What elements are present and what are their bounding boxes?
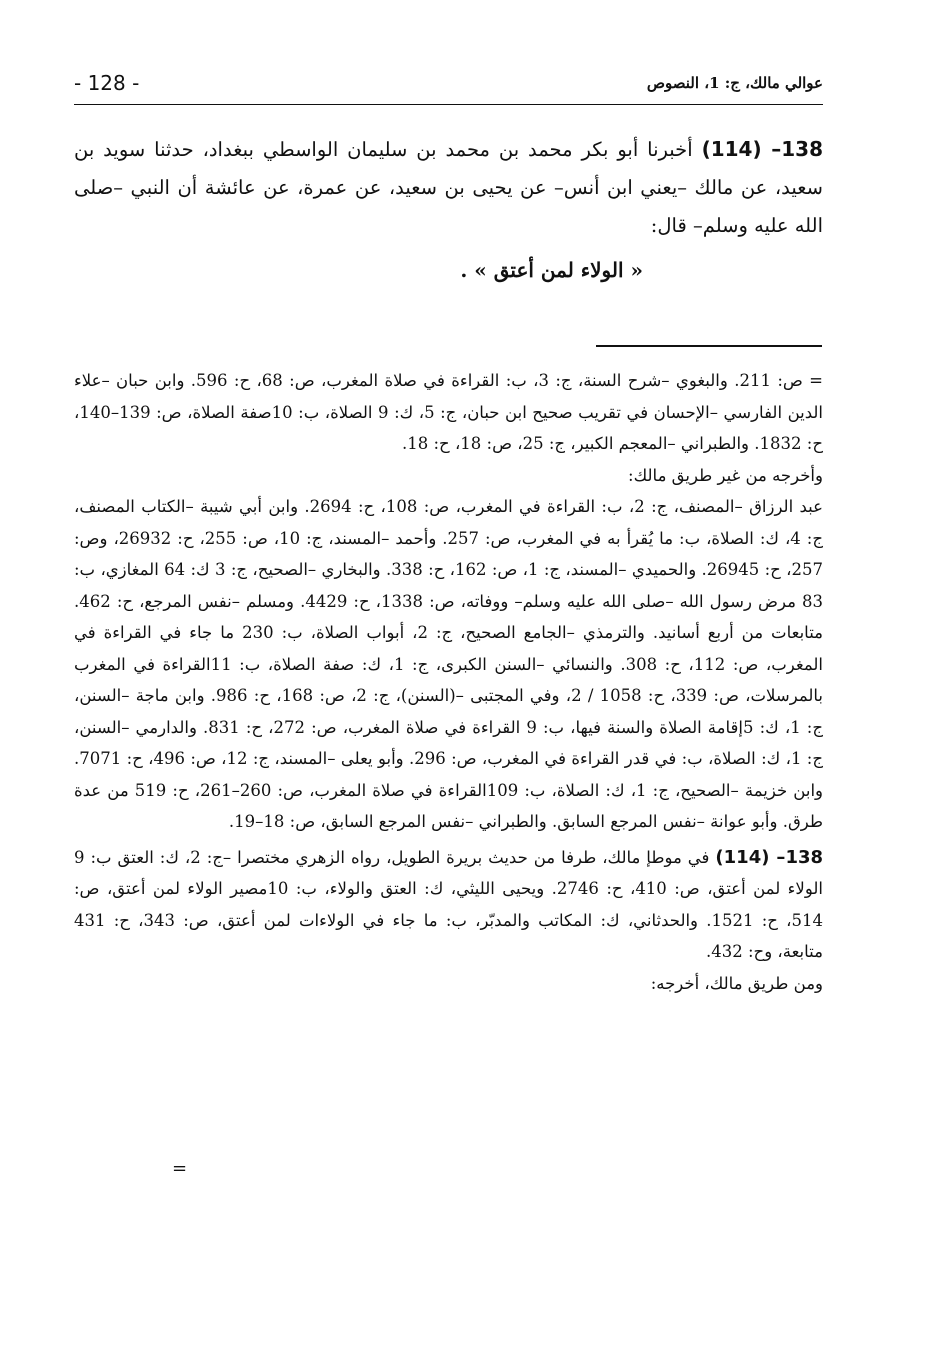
footnote-138-text: في موطإ مالك، طرفا من حديث بريرة الطويل، رواه الزهري مختصرا –ج: 2، ك: العتق ب: 9 الولاء لمن أعتق، ص: 410، ح: 2746. ويحيى الليثي، ك: العتق والولاء، ب: 10مصير الولاء لمن أعتق، ص: 514، ح: 1521. والحدثاني، ك: المكاتب والمدبّر، ب: ما جاء في الولاءات لمن أعتق، ص: 343، ح: 431 متابعة، وح: 432.: [74, 847, 823, 961]
footnotes: [74, 365, 823, 999]
footnote-continuation: = ص: 211. والبغوي –شرح السنة، ج: 3، ب: القراءة في صلاة المغرب، ص: 68، ح: 596. وابن حبان –علاء الدين الفارسي –الإحسان في تقريب صحيح ابن حبان، ج: 5، ك: 9 الصلاة، ب: 10صفة الصلاة، ص: 139–140، ح: 1832. والطبراني –المعجم الكبير، ج: 25، ص: 18، ح: 18.: [74, 371, 824, 453]
page-number: - 128 -: [74, 71, 140, 95]
hadith-number: 138– (114): [701, 137, 824, 161]
hadith-isnad: أخبرنا أبو بكر محمد بن محمد بن سليمان الواسطي ببغداد، حدثنا سويد بن سعيد، عن مالك –يعني ابن أنس– عن يحيى بن سعيد، عن عمرة، عن عائشة أن النبي –صلى الله عليه وسلم– قال:: [74, 138, 823, 237]
hadith-text: [74, 130, 823, 289]
header-rule: [74, 104, 823, 105]
other-routes-text: عبد الرزاق –المصنف، ج: 2، ب: القراءة في المغرب، ص: 108، ح: 2694. وابن أبي شيبة –الكتاب المصنف، ج: 4، ك: الصلاة، ب: ما يُقرأ به في المغرب، ص: 257. وأحمد –المسند، ج: 10، ص: 255، ح: 26932، وص: 257، ح: 26945. والحميدي –المسند، ج: 1، ص: 162، ح: 338. والبخاري –الصحيح، ج: 3 ك: 64 المغازي، ب: 83 مرض رسول الله –صلى الله عليه وسلم– ووفاته، ص: 1338، ح: 4429. ومسلم –نفس المرجع، ح: 462. متابعات من أربع أسانيد. والترمذي –الجامع الصحيح، ج: 2، أبواب الصلاة، ب: 230 ما جاء في القراءة في المغرب، ص: 112، ح: 308. والنسائي –السنن الكبرى، ج: 1، ك: صفة الصلاة، ب: 11القراءة في المغرب بالمرسلات، ص: 339، ح: 1058 / 2، وفي المجتبى –(السنن)، ج: 2، ص: 168، ح: 986. وابن ماجة –السنن، ج: 1، ك: 5إقامة الصلاة والسنة فيها، ب: 9 القراءة في صلاة المغرب، ص: 272، ح: 831. والدارمي –السنن، ج: 1، ك: الصلاة، ب: في قدر القراءة في المغرب، ص: 296. وأبو يعلى –المسند، ج: 12، ص: 496، ح: 7071. وابن خزيمة –الصحيح، ج: 1، ك: الصلاة، ب: 109القراءة في صلاة المغرب، ص: 260–261، ح: 519 من عدة طرق. وأبو عوانة –نفس المرجع السابق. والطبراني –نفس المرجع السابق، ص: 18–19.: [74, 497, 824, 831]
hadith-matn: « الولاء لمن أعتق » .: [460, 258, 643, 282]
continued-mark: =: [172, 1158, 188, 1179]
malik-route-heading: ومن طريق مالك، أخرجه:: [650, 973, 823, 993]
other-routes-heading: وأخرجه من غير طريق مالك:: [628, 465, 823, 485]
hadith-isnad-paragraph: [74, 130, 823, 245]
footnote-separator: [596, 345, 822, 347]
running-title: عوالي مالك، ج: 1، النصوص: [646, 74, 823, 92]
page-header: [74, 68, 823, 98]
footnote-138: [74, 842, 823, 968]
footnote-number: 138– (114): [715, 846, 824, 868]
